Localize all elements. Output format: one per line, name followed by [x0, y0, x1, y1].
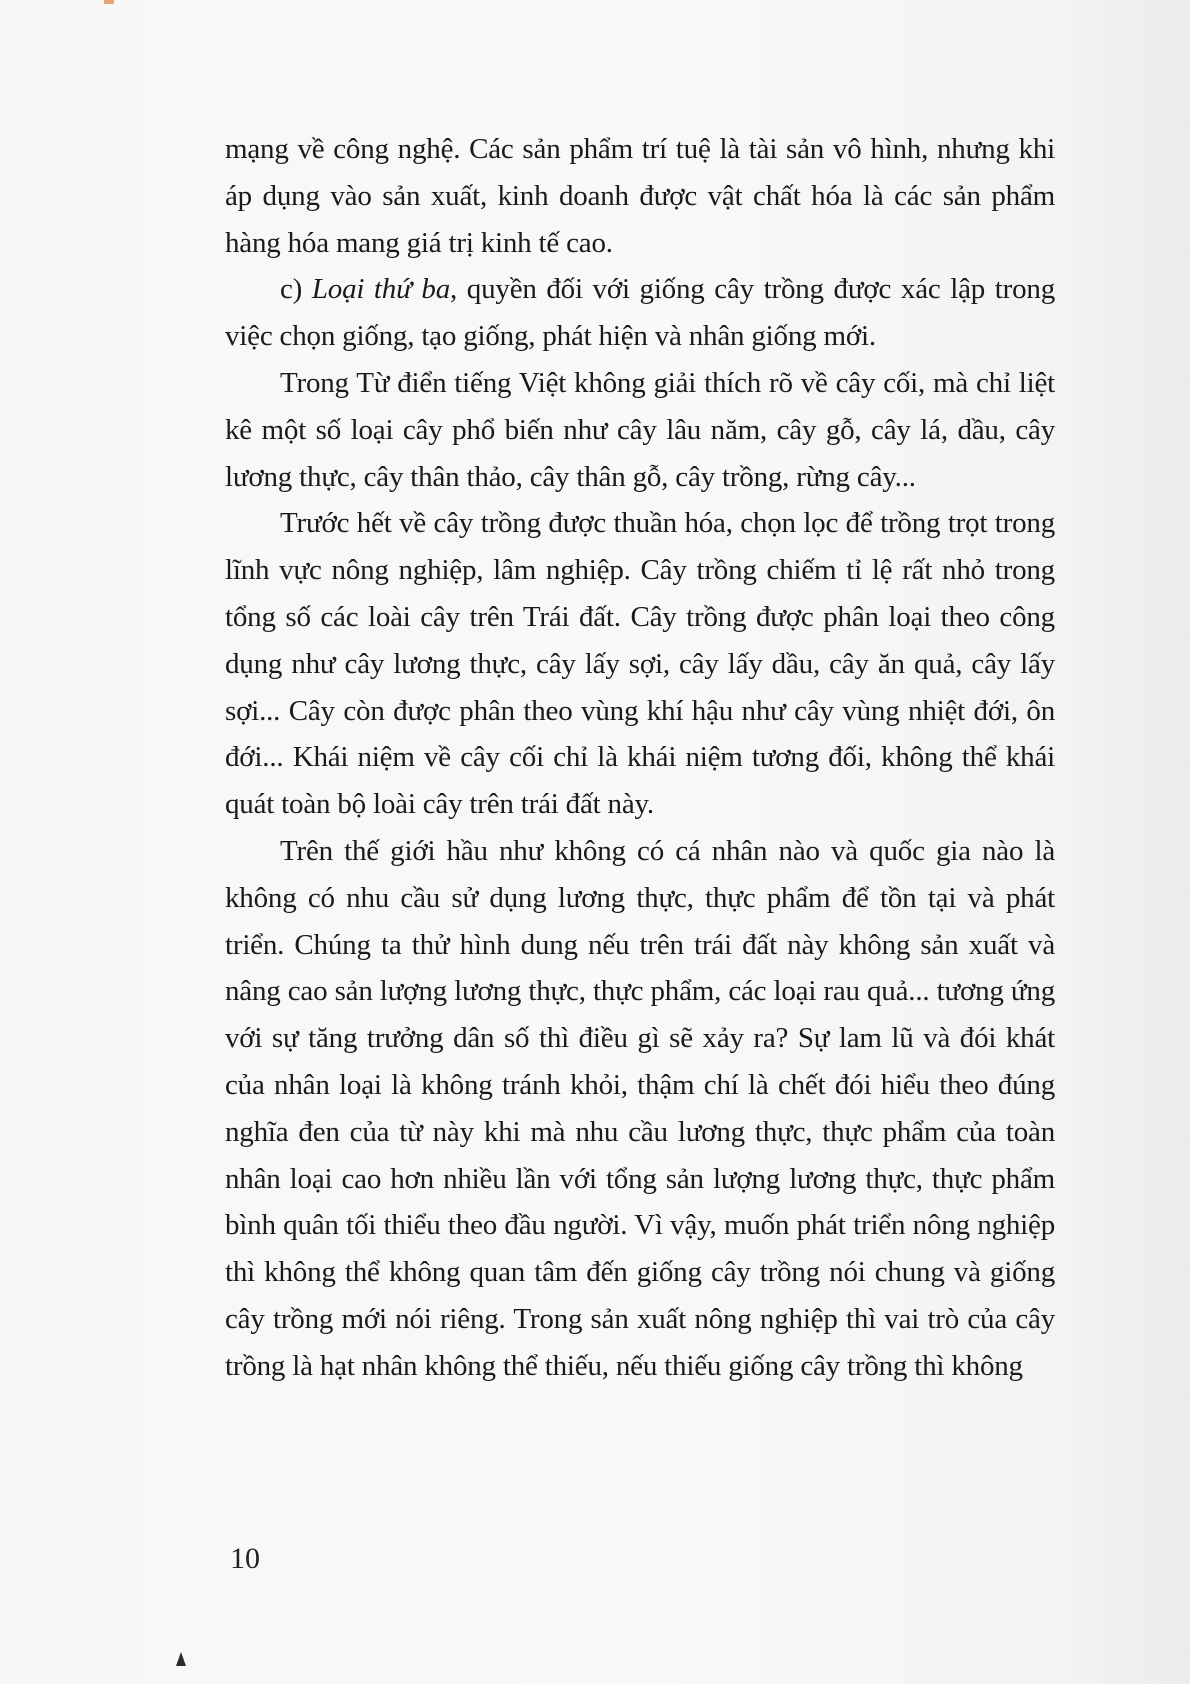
corner-mark	[104, 0, 114, 4]
body-text	[225, 126, 1055, 1390]
page-number: 10	[230, 1542, 260, 1575]
paragraph	[225, 126, 1055, 266]
paragraph	[225, 500, 1055, 828]
text-run: , quyền đối với giống cây trồng được xác lập trong việc chọn giống, tạo giống, phát hiện và nhân giống mới.	[225, 273, 1055, 353]
page-edge-shadow	[1070, 0, 1190, 1684]
paragraph	[225, 266, 1055, 360]
italic-term: Loại thứ ba	[311, 273, 451, 306]
text-run: mạng về công nghệ. Các sản phẩm trí tuệ là tài sản vô hình, nhưng khi áp dụng vào sản xuất, kinh doanh được vật chất hóa là các sản phẩm hàng hóa mang giá trị kinh tế cao.	[225, 133, 1055, 259]
spine-mark	[176, 1652, 186, 1666]
text-run: Trước hết về cây trồng được thuần hóa, chọn lọc để trồng trọt trong lĩnh vực nông nghiệp, lâm nghiệp. Cây trồng chiếm tỉ lệ rất nhỏ trong tổng số các loài cây trên Trái đất. Cây trồng được phân loại theo công dụng như cây lương thực, cây lấy sợi, cây lấy dầu, cây ăn quả, cây lấy sợi... Cây còn được phân theo vùng khí hậu như cây vùng nhiệt đới, ôn đới... Khái niệm về cây cối chỉ là khái niệm tương đối, không thể khái quát toàn bộ loài cây trên trái đất này.	[225, 507, 1055, 821]
text-run: Trên thế giới hầu như không có cá nhân nào và quốc gia nào là không có nhu cầu sử dụng lương thực, thực phẩm để tồn tại và phát triển. Chúng ta thử hình dung nếu trên trái đất này không sản xuất và nâng cao sản lượng lương thực, thực phẩm, các loại rau quả... tương ứng với sự tăng trưởng dân số thì điều gì sẽ xảy ra? Sự lam lũ và đói khát của nhân loại là không tránh khỏi, thậm chí là chết đói hiểu theo đúng nghĩa đen của từ này khi mà nhu cầu lương thực, thực phẩm của toàn nhân loại cao hơn nhiều lần với tổng sản lượng lương thực, thực phẩm bình quân tối thiểu theo đầu người. Vì vậy, muốn phát triển nông nghiệp thì không thể không quan tâm đến giống cây trồng nói chung và giống cây trồng mới nói riêng. Trong sản xuất nông nghiệp thì vai trò của cây trồng là hạt nhân không thể thiếu, nếu thiếu giống cây trồng thì không	[225, 834, 1055, 1382]
text-run: c)	[280, 273, 312, 306]
paragraph	[225, 828, 1055, 1390]
text-run: Trong Từ điển tiếng Việt không giải thích rõ về cây cối, mà chỉ liệt kê một số loại cây phổ biến như cây lâu năm, cây gỗ, cây lá, dầu, cây lương thực, cây thân thảo, cây thân gỗ, cây trồng, rừng cây...	[225, 366, 1055, 493]
paragraph	[225, 360, 1055, 500]
